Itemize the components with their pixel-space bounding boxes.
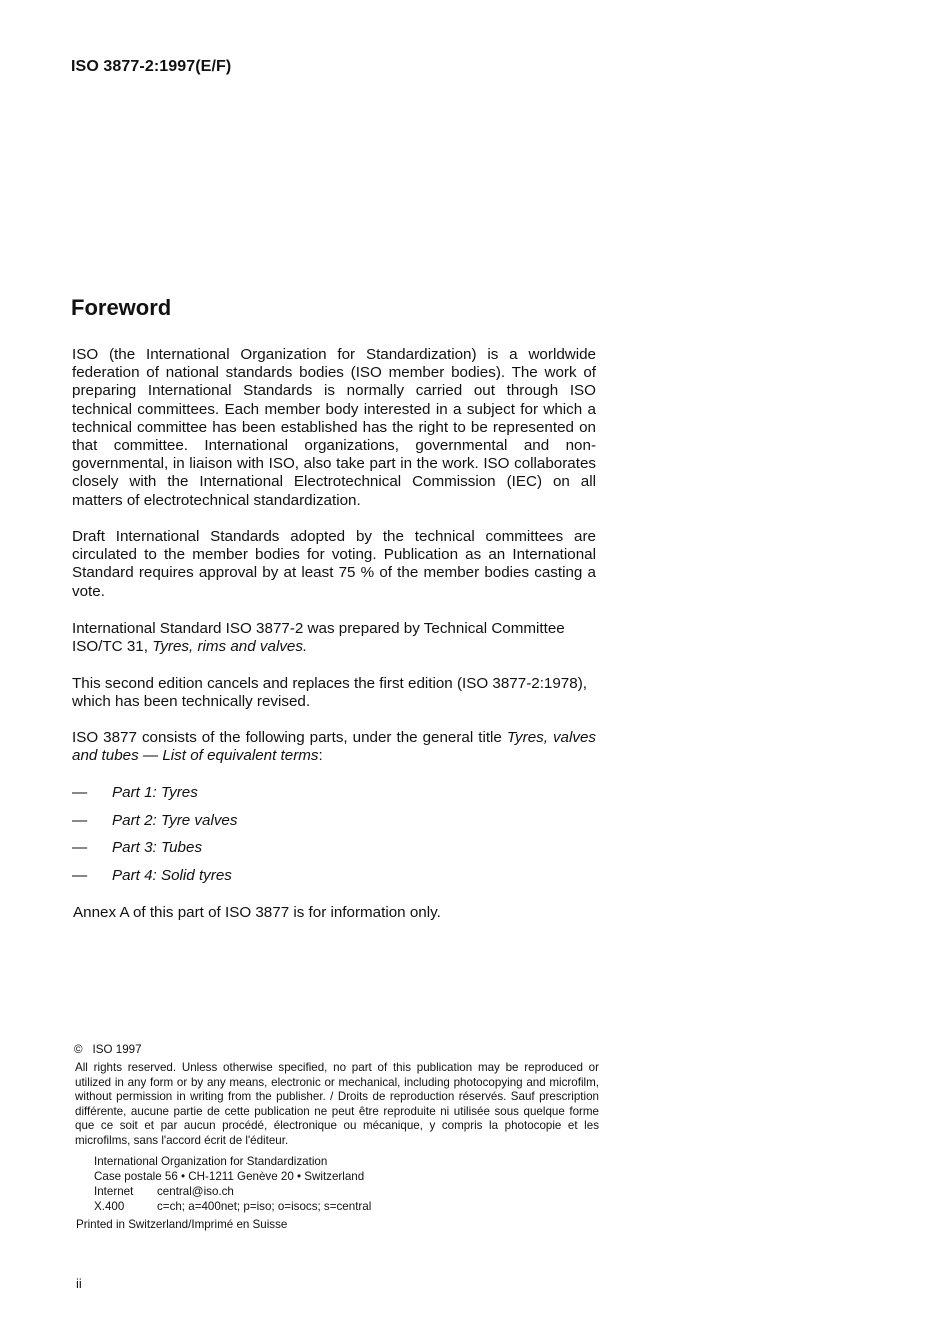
rights-notice: All rights reserved. Unless otherwise specified, no part of this publication may be reproduced or utilized in any form or by any means, electronic or mechanical, including photocopying and microfilm, without permission in writing from the publisher. / Droits de reproduction réservés. Sauf prescription différente, aucune partie de cette publication ne peut être reproduite ni utilisée sous quelque forme que ce soit et par aucun procédé, électronique ou mécanique, y compris la photocopie et les microfilms, sans l'accord écrit de l'éditeur.: [75, 1061, 599, 1147]
list-dash: —: [72, 811, 88, 829]
page-number: ii: [76, 1276, 82, 1291]
parts-intro-text: ISO 3877 consists of the following parts, under the general title: [72, 729, 507, 746]
list-item: [72, 812, 596, 840]
document-id: ISO 3877-2:1997(E/F): [71, 58, 232, 75]
annex-note: Annex A of this part of ISO 3877 is for information only.: [73, 904, 441, 921]
x400-value: c=ch; a=400net; p=iso; o=isocs; s=central: [157, 1200, 372, 1213]
list-item: [72, 784, 596, 812]
list-dash: —: [72, 784, 88, 801]
x400-label: X.400: [94, 1200, 125, 1213]
part-title: Part 4: Solid tyres: [112, 867, 232, 885]
foreword-paragraph-3: [72, 620, 596, 656]
part-title: Part 3: Tubes: [112, 839, 203, 857]
parts-list: [72, 784, 596, 895]
committee-text: International Standard ISO 3877-2 was prepared by Technical Committee ISO/TC 31,: [72, 620, 565, 656]
foreword-paragraph-4: This second edition cancels and replaces the first edition (ISO 3877-2:1978), which has been technically revised.: [72, 675, 587, 711]
foreword-paragraph-1: ISO (the International Organization for Standardization) is a worldwide federation of national standards bodies (ISO member bodies). The work of preparing International Standards is normally carried out through ISO technical committees. Each member body interested in a subject for which a technical committee has been established has the right to be represented on that committee. International organizations, governmental and non-governmental, in liaison with ISO, also take part in the work. ISO collaborates closely with the International Electrotechnical Commission (IEC) on all matters of electrotechnical standardization.: [72, 346, 596, 509]
list-item: [72, 839, 596, 867]
general-title: Tyres, valves and tubes — List of equivalent terms: [72, 729, 596, 765]
foreword-heading: Foreword: [71, 295, 172, 320]
internet-label: Internet: [94, 1185, 134, 1198]
list-dash: —: [72, 867, 88, 885]
foreword-paragraph-2: Draft International Standards adopted by the technical committees are circulated to the member bodies for voting. Publication as an International Standard requires approval by at least 75 % of the member bodies casting a vote.: [72, 528, 596, 600]
part-title: Part 2: Tyre valves: [112, 811, 238, 829]
foreword-paragraph-5: [72, 729, 596, 765]
publisher-address: [94, 1154, 371, 1214]
copyright-text: ISO 1997: [92, 1043, 142, 1056]
x400-row: [94, 1199, 371, 1214]
internet-value: central@iso.ch: [157, 1185, 234, 1198]
printed-in: Printed in Switzerland/Imprimé en Suisse: [76, 1218, 288, 1231]
copyright-icon: ©: [74, 1043, 83, 1056]
postal-address: Case postale 56 • CH-1211 Genève 20 • Switzerland: [94, 1170, 365, 1183]
parts-intro-suffix: :: [318, 747, 323, 765]
list-item: [72, 867, 596, 895]
committee-title: Tyres, rims and valves.: [152, 638, 308, 656]
copyright-line: [74, 1043, 142, 1056]
part-title: Part 1: Tyres: [112, 784, 198, 801]
org-name: International Organization for Standardization: [94, 1155, 328, 1168]
internet-row: [94, 1184, 371, 1199]
list-dash: —: [72, 839, 88, 857]
